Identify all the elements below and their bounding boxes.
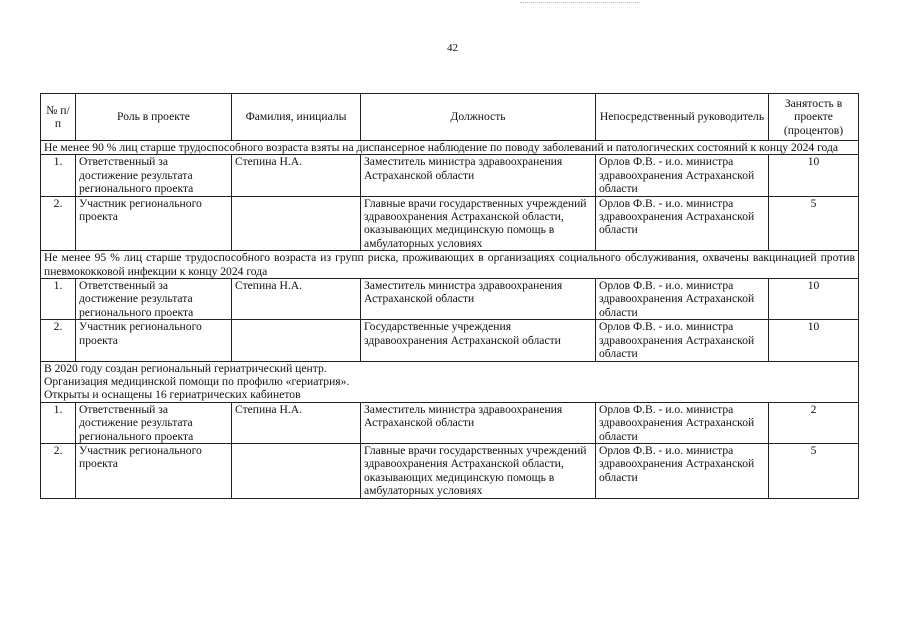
row-position: Заместитель министра здравоохранения Астраханской области [361, 155, 596, 196]
row-position: Главные врачи государственных учреждений здравоохранения Астраханской области, оказывающих медицинскую помощь в амбулаторных условиях [361, 196, 596, 251]
row-name [232, 320, 361, 361]
row-position: Государственные учреждения здравоохранения Астраханской области [361, 320, 596, 361]
table-row [41, 320, 859, 361]
header-name: Фамилия, инициалы [232, 94, 361, 141]
row-name: Степина Н.А. [232, 402, 361, 443]
row-supervisor: Орлов Ф.В. - и.о. министра здравоохранения Астраханской области [596, 443, 769, 498]
table-row [41, 443, 859, 498]
row-num: 2. [41, 320, 76, 361]
row-supervisor: Орлов Ф.В. - и.о. министра здравоохранения Астраханской области [596, 155, 769, 196]
row-position: Заместитель министра здравоохранения Астраханской области [361, 402, 596, 443]
row-role: Участник регионального проекта [76, 320, 232, 361]
row-workload: 10 [769, 279, 859, 320]
section-title-line: В 2020 году создан региональный гериатрический центр. [44, 361, 327, 375]
row-num: 1. [41, 155, 76, 196]
section-row [41, 251, 859, 279]
header-position: Должность [361, 94, 596, 141]
section-title: Не менее 95 % лиц старше трудоспособного возраста из групп риска, проживающих в организациях социального обслуживания, охвачены вакцинацией против пневмококковой инфекции к концу 2024 года [41, 251, 859, 279]
section-title-line: Открыты и оснащены 16 гериатрических кабинетов [44, 388, 301, 402]
row-role: Ответственный за достижение результата регионального проекта [76, 155, 232, 196]
row-num: 2. [41, 196, 76, 251]
row-num: 1. [41, 279, 76, 320]
scan-artifact [520, 2, 640, 5]
row-workload: 10 [769, 320, 859, 361]
row-supervisor: Орлов Ф.В. - и.о. министра здравоохранения Астраханской области [596, 402, 769, 443]
row-supervisor: Орлов Ф.В. - и.о. министра здравоохранения Астраханской области [596, 320, 769, 361]
table-row [41, 155, 859, 196]
header-role: Роль в проекте [76, 94, 232, 141]
section-title: Не менее 90 % лиц старше трудоспособного возраста взяты на диспансерное наблюдение по поводу заболеваний и патологических состояний к концу 2024 года [41, 141, 859, 155]
row-name [232, 196, 361, 251]
row-role: Участник регионального проекта [76, 443, 232, 498]
row-supervisor: Орлов Ф.В. - и.о. министра здравоохранения Астраханской области [596, 196, 769, 251]
table-header-row [41, 94, 859, 141]
row-supervisor: Орлов Ф.В. - и.о. министра здравоохранения Астраханской области [596, 279, 769, 320]
section-title [41, 361, 859, 402]
page-number: 42 [447, 42, 458, 54]
row-position: Заместитель министра здравоохранения Астраханской области [361, 279, 596, 320]
table-row [41, 196, 859, 251]
row-name [232, 443, 361, 498]
table-row [41, 402, 859, 443]
project-roster-table [40, 93, 859, 499]
row-num: 1. [41, 402, 76, 443]
row-num: 2. [41, 443, 76, 498]
row-workload: 10 [769, 155, 859, 196]
header-supervisor: Непосредственный руководитель [596, 94, 769, 141]
section-title-line: Организация медицинской помощи по профилю «гериатрия». [44, 374, 350, 388]
row-name: Степина Н.А. [232, 279, 361, 320]
row-workload: 5 [769, 443, 859, 498]
row-role: Участник регионального проекта [76, 196, 232, 251]
section-row [41, 141, 859, 155]
header-num: № п/п [41, 94, 76, 141]
row-workload: 2 [769, 402, 859, 443]
row-position: Главные врачи государственных учреждений здравоохранения Астраханской области, оказывающих медицинскую помощь в амбулаторных условиях [361, 443, 596, 498]
header-workload: Занятость в проекте (процентов) [769, 94, 859, 141]
section-row [41, 361, 859, 402]
table-row [41, 279, 859, 320]
row-workload: 5 [769, 196, 859, 251]
row-name: Степина Н.А. [232, 155, 361, 196]
row-role: Ответственный за достижение результата регионального проекта [76, 279, 232, 320]
row-role: Ответственный за достижение результата регионального проекта [76, 402, 232, 443]
